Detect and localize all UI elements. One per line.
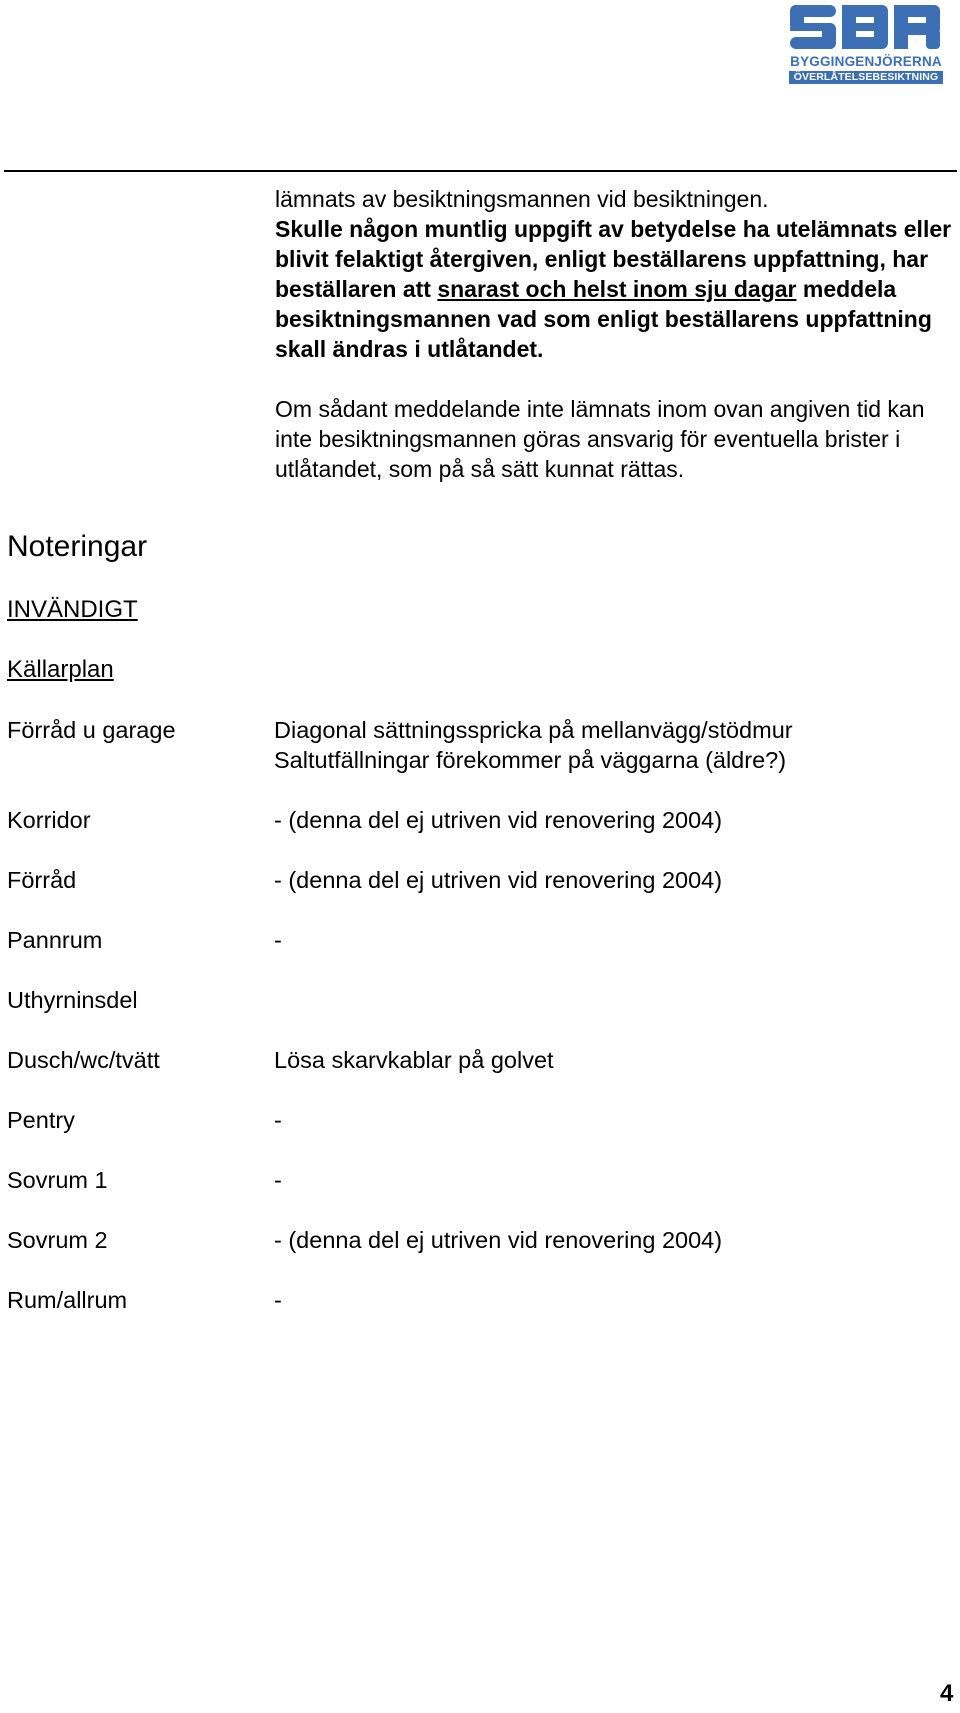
- note-label: Sovrum 2: [7, 1227, 108, 1253]
- note-value: - (denna del ej utriven vid renovering 2004): [274, 1227, 723, 1253]
- note-label: Dusch/wc/tvätt: [7, 1047, 160, 1073]
- section-heading: INVÄNDIGT: [7, 596, 138, 623]
- note-value: Diagonal sättningsspricka på mellanvägg/stödmur: [274, 717, 793, 743]
- note-label: Förråd u garage: [7, 717, 176, 743]
- header-rule: [4, 170, 957, 172]
- note-value: -: [274, 927, 282, 953]
- sbr-logo-mark: [786, 2, 946, 54]
- page-number: 4: [940, 1680, 954, 1707]
- logo-line-1: BYGGINGENJÖRERNA: [790, 54, 942, 69]
- note-value: -: [274, 1107, 282, 1133]
- logo-line-2: ÖVERLÅTELSEBESIKTNING: [789, 71, 943, 84]
- note-label: Korridor: [7, 807, 91, 833]
- note-value: Lösa skarvkablar på golvet: [274, 1047, 554, 1073]
- note-value: - (denna del ej utriven vid renovering 2004): [274, 807, 723, 833]
- subsection-heading: Källarplan: [7, 656, 114, 683]
- note-value: -: [274, 1287, 282, 1313]
- note-label: Uthyrninsdel: [7, 987, 138, 1013]
- intro-line: lämnats av besiktningsmannen vid besiktningen.: [275, 186, 769, 212]
- note-label: Förråd: [7, 867, 77, 893]
- intro-bold-paragraph: [275, 214, 960, 364]
- intro-bold-underlined: snarast och helst inom sju dagar: [437, 276, 797, 302]
- intro-plain-paragraph: Om sådant meddelande inte lämnats inom ovan angiven tid kan inte besiktningsmannen göras ansvarig för eventuella brister i utlåtandet, som på så sätt kunnat rättas.: [275, 396, 925, 482]
- sbr-logo: [786, 2, 946, 84]
- note-label: Sovrum 1: [7, 1167, 108, 1193]
- intro-bold-text-1: Skulle någon muntlig uppgift av betydelse ha utelämnats eller blivit felaktigt återgiven, enligt beställarens uppfattning, har beställaren att: [275, 216, 952, 302]
- note-value: - (denna del ej utriven vid renovering 2004): [274, 867, 723, 893]
- note-value: -: [274, 1167, 282, 1193]
- note-value-2: Saltutfällningar förekommer på väggarna (äldre?): [274, 747, 787, 773]
- note-label: Pannrum: [7, 927, 103, 953]
- note-label: Rum/allrum: [7, 1287, 128, 1313]
- note-label: Pentry: [7, 1107, 75, 1133]
- intro-bold-text-2: meddela besiktningsmannen vad som enligt beställarens uppfattning skall ändras i utlåtandet.: [275, 276, 932, 362]
- notes-heading: Noteringar: [7, 530, 148, 563]
